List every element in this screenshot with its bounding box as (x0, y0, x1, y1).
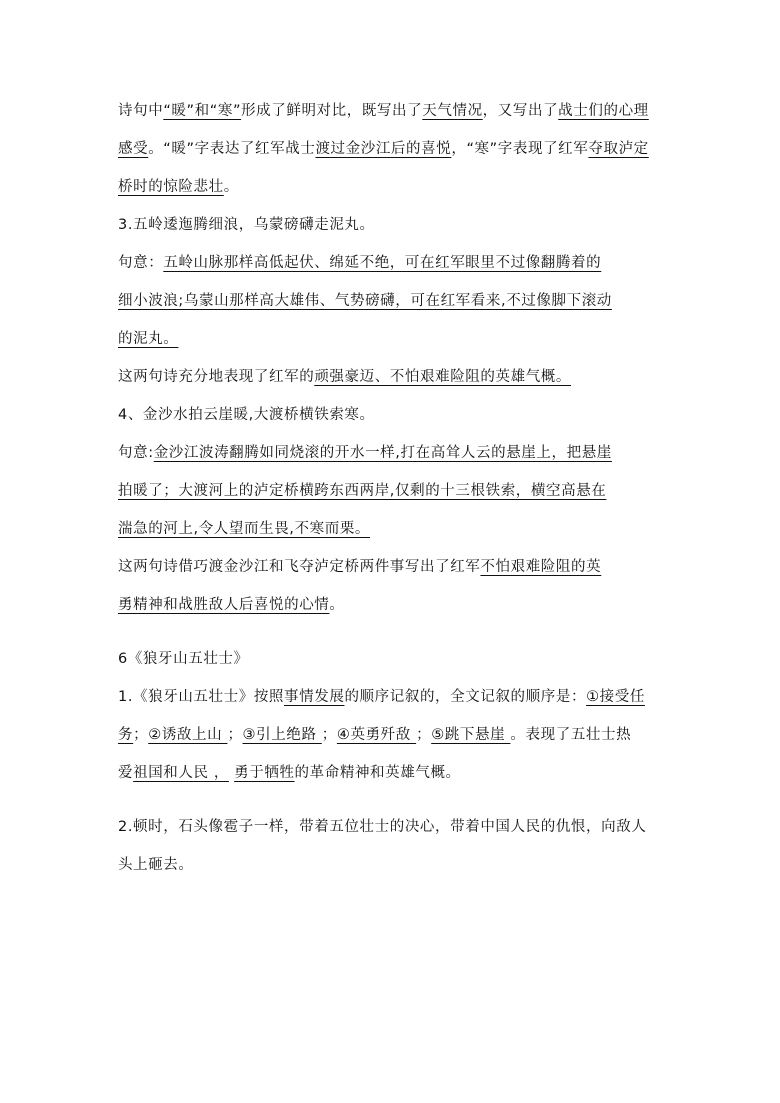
underlined-text: ④英勇歼敌 (336, 727, 417, 743)
text-segment: 爱 (118, 765, 134, 781)
text-line (118, 846, 678, 884)
text-segment: 1.《狼牙山五壮士》按照 (118, 689, 285, 705)
text-segment: 的顺序记叙的，全文记叙的顺序是： (344, 689, 587, 705)
underlined-text: 事情发展 (284, 689, 345, 705)
text-line (118, 434, 678, 472)
text-segment: 句意： (118, 255, 164, 271)
text-segment: 4、金沙水拍云崖暖,大渡桥横铁索寒。 (118, 407, 375, 423)
text-line (118, 472, 678, 510)
underlined-text: 拍暖了；大渡河上的泸定桥横跨东西两岸,仅剩的十三根铁索，横空高悬在 (118, 483, 607, 499)
underlined-text: 天气情况 (422, 103, 483, 119)
text-segment: ； (133, 727, 149, 743)
text-line (118, 808, 678, 846)
text-line (118, 510, 678, 548)
text-segment: 句意: (118, 445, 154, 461)
text-segment: 头上砸去。 (118, 857, 194, 873)
text-segment: 这两句诗充分地表现了红军的 (118, 369, 315, 385)
text-segment: 2.顿时，石头像雹子一样，带着五位壮士的决心，带着中国人民的仇恨，向敌人 (118, 819, 647, 835)
text-line (118, 244, 678, 282)
text-segment: ，又写出了 (482, 103, 559, 119)
underlined-text: 湍急的河上,令人望而生畏,不寒而栗。 (118, 521, 371, 537)
text-segment: 这两句诗借巧渡金沙江和飞夺泸定桥两件事写出了红军 (118, 559, 481, 575)
underlined-text: 勇于牺牲 (234, 765, 295, 781)
underlined-text: 勇精神和战胜敌人后喜悦的心情 (118, 597, 330, 613)
text-segment: 。表现了五壮士热 (510, 727, 632, 743)
text-line (118, 586, 678, 624)
text-line (118, 640, 678, 678)
text-line (118, 548, 678, 586)
text-segment: ，“寒”字表现了红军 (451, 141, 589, 157)
text-line (118, 130, 678, 168)
text-line (118, 282, 678, 320)
underlined-text: 的泥丸。 (118, 331, 179, 347)
text-segment: 6《狼牙山五壮士》 (118, 651, 249, 667)
document-page (118, 92, 678, 884)
paragraph-gap (118, 624, 678, 640)
text-line (118, 168, 678, 206)
text-segment: 。 (223, 179, 239, 195)
underlined-text: 务 (118, 727, 134, 743)
underlined-text: ②诱敌上山 (148, 727, 228, 743)
text-segment: 。 (329, 597, 345, 613)
text-line (118, 396, 678, 434)
underlined-text: ①接受任 (586, 689, 645, 705)
text-segment: 的革命精神和英雄气概。 (294, 765, 461, 781)
underlined-text: ⑤跳下悬崖 (431, 727, 511, 743)
underlined-text: 顽强豪迈、不怕艰难险阻的英雄气概。 (314, 369, 572, 385)
paragraph-gap (118, 792, 678, 808)
text-segment: ； (416, 727, 432, 743)
text-line (118, 358, 678, 396)
underlined-text: 战士们的心理 (558, 103, 649, 119)
text-segment: ； (321, 727, 337, 743)
underlined-text: 感受 (118, 141, 149, 157)
text-line (118, 320, 678, 358)
text-line (118, 206, 678, 244)
text-segment: 3.五岭逶迤腾细浪，乌蒙磅礴走泥丸。 (118, 217, 375, 233)
underlined-text: 祖国和人民 ， (133, 765, 229, 781)
text-segment: 形成了鲜明对比，既写出了 (241, 103, 423, 119)
text-segment: 诗句中 (118, 103, 164, 119)
underlined-text: 不怕艰难险阻的英 (480, 559, 602, 575)
underlined-text: 渡过金沙江后的喜悦 (315, 141, 452, 157)
text-line (118, 92, 678, 130)
text-line (118, 754, 678, 792)
text-segment: 。“暖”字表达了红军战士 (148, 141, 316, 157)
text-segment: ； (227, 727, 243, 743)
underlined-text: 五岭山脉那样高低起伏、绵延不绝，可在红军眼里不过像翻腾着的 (163, 255, 602, 271)
underlined-text: “暖”和“寒” (163, 103, 242, 119)
text-line (118, 678, 678, 716)
underlined-text: 金沙江波涛翻腾如同烧滚的开水一样,打在高耸人云的悬崖上，把悬崖 (153, 445, 612, 461)
underlined-text: ③引上绝路 (242, 727, 322, 743)
underlined-text: 细小波浪;乌蒙山那样高大雄伟、气势磅礴，可在红军看来,不过像脚下滚动 (118, 293, 612, 309)
underlined-text: 夺取泸定 (588, 141, 649, 157)
text-line (118, 716, 678, 754)
underlined-text: 桥时的惊险悲壮 (118, 179, 224, 195)
